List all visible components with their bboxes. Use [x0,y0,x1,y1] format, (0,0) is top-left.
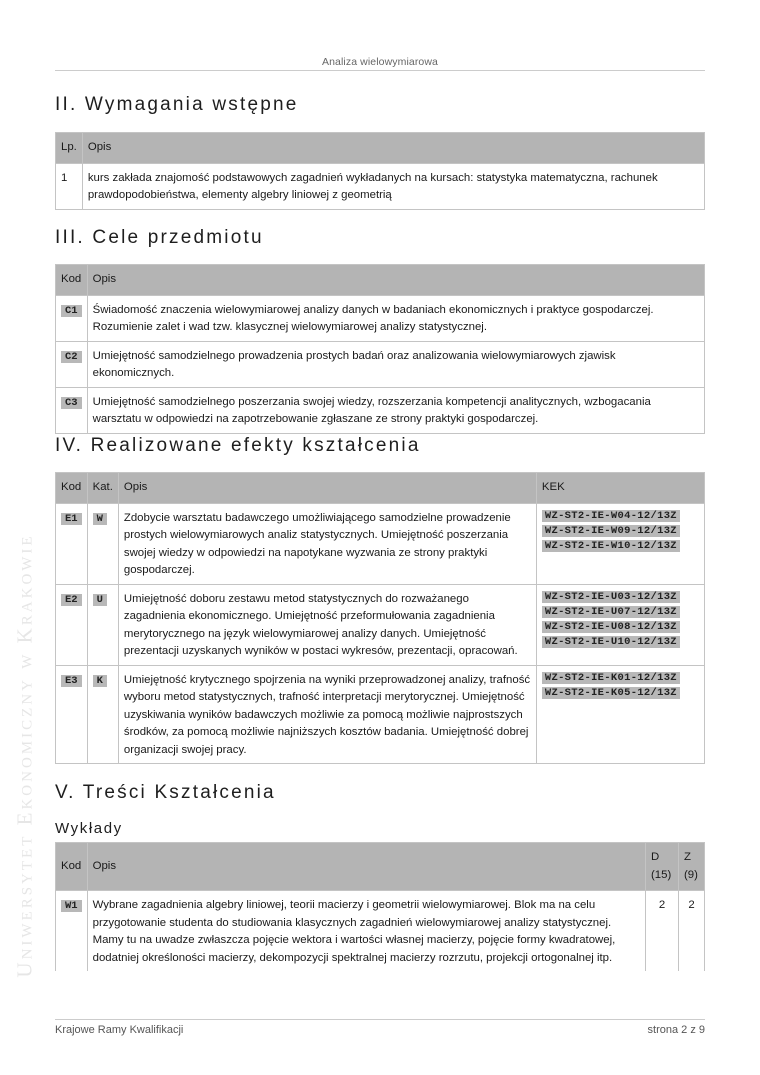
outcome-category: U [93,594,107,606]
column-header-opis: Opis [118,473,536,504]
outcome-description: Umiejętność doboru zestawu metod statystycznych do rozważanego zagadnienia ekonomicznego. Umiejętność przeformułowania zagadnienia merytorycznego na język wielowymiarowej analizy danych. Umiejętność prezentacji uzyskanych wyników w postaci wykresów, prezentacji, opracowań. [118,584,536,665]
goal-code: C1 [61,305,82,317]
lectures-table [55,842,705,971]
kek-code: WZ-ST2-IE-W09-12/13Z [542,525,680,537]
section-title-learning-outcomes: IV. Realizowane efekty kształcenia [55,435,421,456]
table-row [56,341,705,387]
outcome-category: K [93,675,107,687]
column-header-d15: D (15) [646,843,679,891]
table-header-row [56,133,705,164]
goal-description: Umiejętność samodzielnego prowadzenia prostych badań oraz analizowania wielowymiarowych zjawisk ekonomicznych. [87,341,704,387]
prerequisites-table [55,132,705,210]
column-header-kat: Kat. [87,473,118,504]
kek-code: WZ-ST2-IE-U03-12/13Z [542,591,680,603]
table-header-row [56,843,705,891]
column-header-kek: KEK [536,473,704,504]
column-header-z9: Z (9) [679,843,705,891]
column-header-opis: Opis [87,843,645,891]
row-description: kurs zakłada znajomość podstawowych zagadnień wykładanych na kursach: statystyka matematyczna, rachunek prawdopodobieństwa, elementy algebry liniowej z geometrią [82,163,704,209]
section-title-course-goals: III. Cele przedmiotu [55,227,264,248]
footer-title: Krajowe Ramy Kwalifikacji [55,1024,184,1036]
table-row [56,295,705,341]
kek-code: WZ-ST2-IE-U07-12/13Z [542,606,680,618]
section-title-course-content: V. Treści Kształcenia [55,782,276,803]
lecture-code: W1 [61,900,82,912]
table-row [56,163,705,209]
table-header-row [56,473,705,504]
column-header-kod: Kod [56,473,88,504]
column-header-opis: Opis [87,265,704,296]
running-header: Analiza wielowymiarowa [322,56,438,68]
goal-code: C2 [61,351,82,363]
kek-code: WZ-ST2-IE-U10-12/13Z [542,636,680,648]
goal-code: C3 [61,397,82,409]
row-number: 1 [56,163,83,209]
outcome-description: Zdobycie warsztatu badawczego umożliwiającego samodzielne prowadzenie prostych wielowymiarowych analiz statystycznych. Umiejętność poszerzania swojej wiedzy w odpowiedzi na napotykane wyzwania ze strony praktyki gospodarczej. [118,503,536,584]
outcome-category: W [93,513,107,525]
goal-description: Umiejętność samodzielnego poszerzania swojej wiedzy, rozszerzania kompetencji analitycznych, wzbogacania warsztatu w odpowiedzi na zapotrzebowanie zgłaszane ze strony praktyki gospodarczej. [87,387,704,433]
table-row [56,387,705,433]
course-goals-table [55,264,705,434]
kek-code: WZ-ST2-IE-U08-12/13Z [542,621,680,633]
kek-list [536,665,704,764]
table-row [56,503,705,584]
kek-code: WZ-ST2-IE-K05-12/13Z [542,687,680,699]
page-number: strona 2 z 9 [647,1024,705,1036]
table-header-row [56,265,705,296]
table-row [56,584,705,665]
outcome-description: Umiejętność krytycznego spojrzenia na wyniki przeprowadzonej analizy, trafność wyboru metod statystycznych, trafność interpretacji merytorycznej. Umiejętność uzyskiwania wyników badawczych możliwie za pomocą możliwie najprostszych środków, za pomocą możliwie najniższych kosztów badania. Umiejętność dobrej organizacji swojej pracy. [118,665,536,764]
hours-full-time: 2 [646,891,679,972]
goal-description: Świadomość znaczenia wielowymiarowej analizy danych w badaniach ekonomicznych i praktyce gospodarczej. Rozumienie zalet i wad tzw. klasycznej wielowymiarowej analizy statystycznej. [87,295,704,341]
university-watermark: Uniwersytet Ekonomiczny w Krakowie [12,532,37,978]
footer-divider [55,1019,705,1020]
kek-code: WZ-ST2-IE-W04-12/13Z [542,510,680,522]
kek-code: WZ-ST2-IE-W10-12/13Z [542,540,680,552]
lecture-description: Wybrane zagadnienia algebry liniowej, teorii macierzy i geometrii wielowymiarowej. Blok ma na celu przygotowanie studenta do studiowania klasycznych zagadnień wielowymiarowej analizy statystycznej. Mamy tu na uwadze zwłaszcza pojęcie wektora i wartości własnej macierzy, pojęcie formy kwadratowej, dodatniej określoności macierzy, dekompozycji spektralnej macierzy rozrzutu, projekcji ortogonalnej itp. [87,891,645,972]
table-row [56,891,705,972]
column-header-lp: Lp. [56,133,83,164]
outcome-code: E3 [61,675,82,687]
column-header-opis: Opis [82,133,704,164]
table-row [56,665,705,764]
column-header-kod: Kod [56,843,88,891]
kek-list [536,503,704,584]
header-divider [55,70,705,71]
section-title-prerequisites: II. Wymagania wstępne [55,94,299,115]
subsection-title-lectures: Wykłady [55,820,123,837]
hours-part-time: 2 [679,891,705,972]
outcome-code: E1 [61,513,82,525]
outcome-code: E2 [61,594,82,606]
kek-list [536,584,704,665]
kek-code: WZ-ST2-IE-K01-12/13Z [542,672,680,684]
learning-outcomes-table [55,472,705,764]
column-header-kod: Kod [56,265,88,296]
